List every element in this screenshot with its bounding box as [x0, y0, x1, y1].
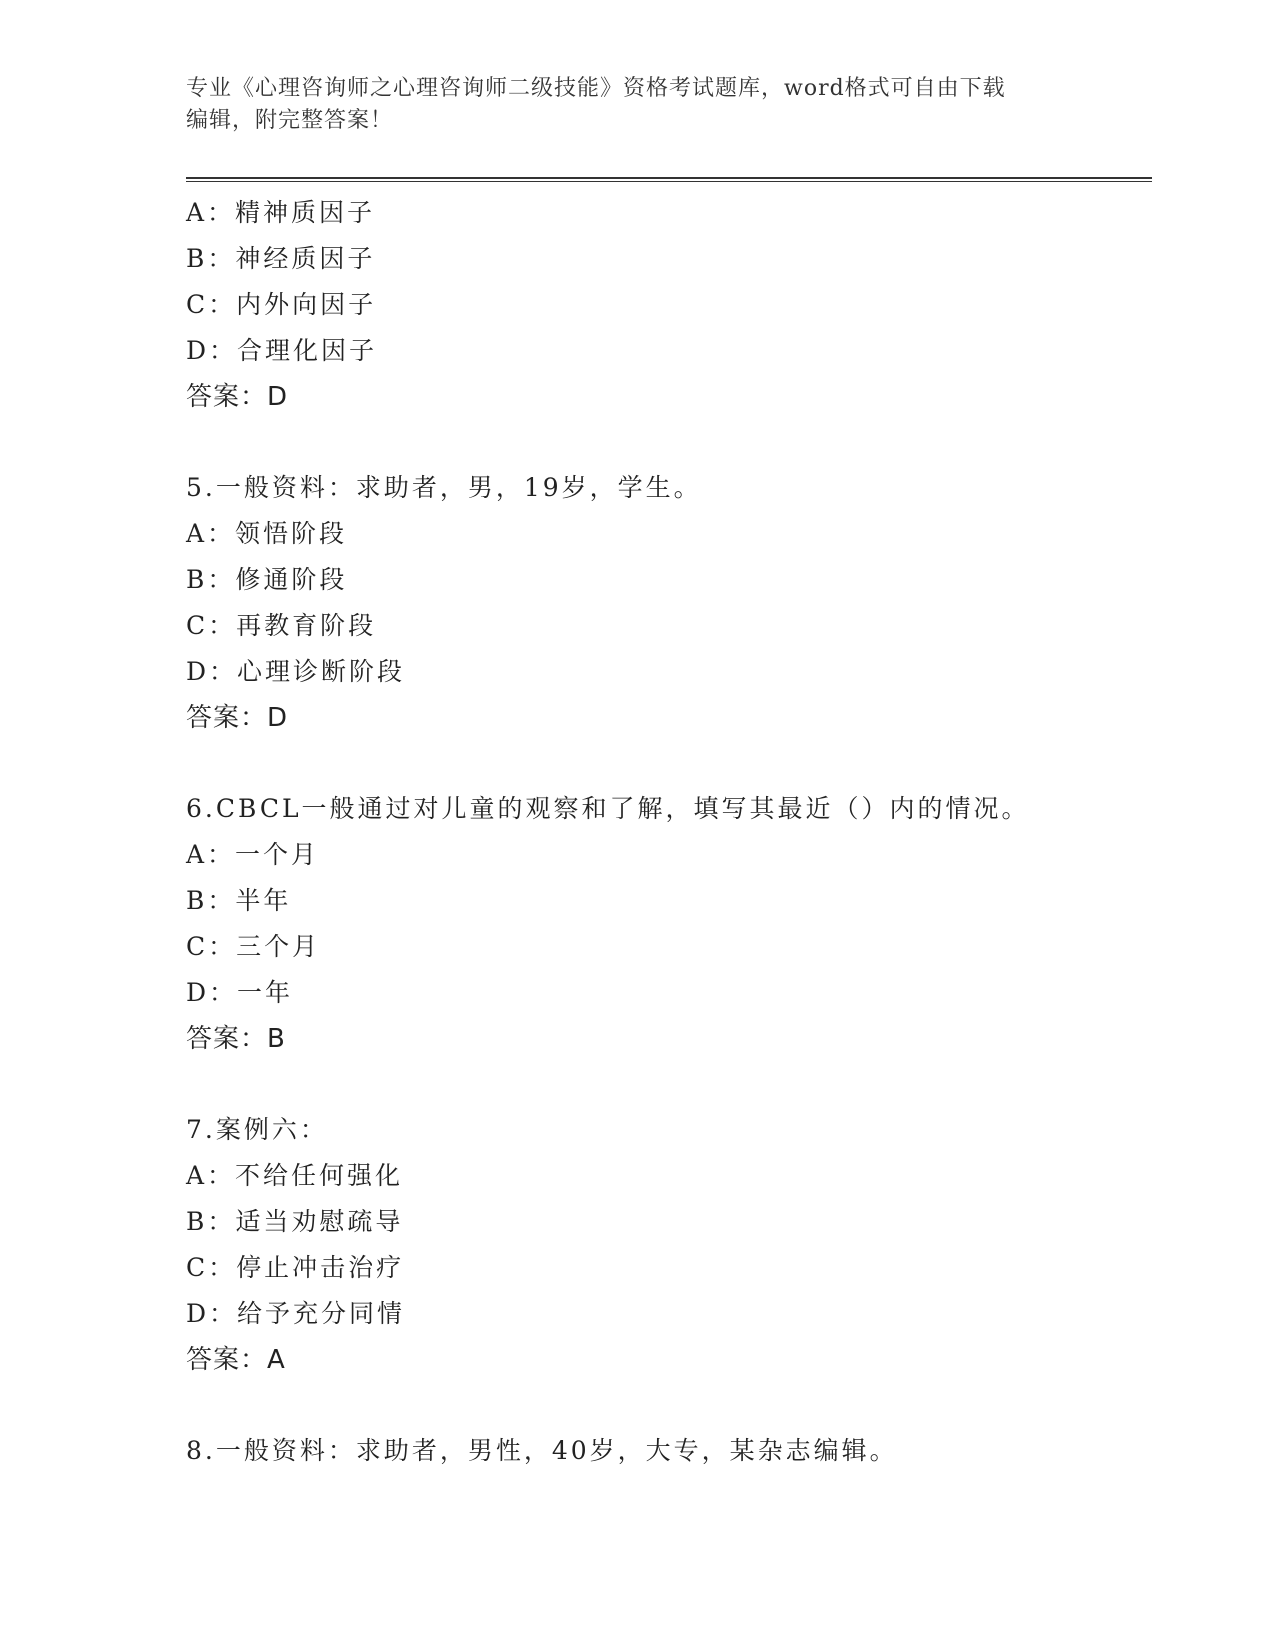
option-a: A：领悟阶段	[186, 519, 348, 548]
answer-line: 答案：D	[186, 703, 289, 733]
option-a: A：不给任何强化	[186, 1161, 404, 1190]
option-b: B：适当劝慰疏导	[186, 1207, 404, 1236]
option-b: B：半年	[186, 886, 292, 915]
option-d: D：合理化因子	[186, 336, 378, 365]
option-a: A：一个月	[186, 840, 320, 869]
question-4	[186, 190, 1152, 420]
option-c: C：再教育阶段	[186, 611, 377, 640]
header-line-1: 专业《心理咨询师之心理咨询师二级技能》资格考试题库，word格式可自由下载	[186, 76, 1006, 101]
document-header	[186, 73, 1086, 137]
option-c: C：三个月	[186, 932, 321, 961]
answer-line: 答案：D	[186, 382, 289, 412]
question-6	[186, 786, 1152, 1062]
answer-line: 答案：B	[186, 1024, 286, 1054]
question-list	[186, 190, 1152, 1474]
question-5	[186, 465, 1152, 741]
question-7	[186, 1107, 1152, 1383]
option-b: B：修通阶段	[186, 565, 348, 594]
option-d: D：一年	[186, 978, 294, 1007]
answer-line: 答案：A	[186, 1345, 286, 1375]
option-c: C：停止冲击治疗	[186, 1253, 405, 1282]
question-text: 6.CBCL一般通过对儿童的观察和了解，填写其最近（）内的情况。	[186, 794, 1030, 823]
question-text: 5.一般资料：求助者，男，19岁，学生。	[186, 473, 702, 502]
option-a: A：精神质因子	[186, 198, 376, 227]
option-d: D：给予充分同情	[186, 1299, 406, 1328]
option-c: C：内外向因子	[186, 290, 377, 319]
question-text: 8.一般资料：求助者，男性，40岁，大专，某杂志编辑。	[186, 1436, 898, 1465]
spacer	[186, 1383, 1152, 1428]
header-line-2: 编辑，附完整答案！	[186, 108, 394, 133]
question-text: 7.案例六：	[186, 1115, 328, 1144]
option-b: B：神经质因子	[186, 244, 376, 273]
question-8	[186, 1428, 1152, 1474]
option-d: D：心理诊断阶段	[186, 657, 406, 686]
spacer	[186, 741, 1152, 786]
spacer	[186, 1062, 1152, 1107]
spacer	[186, 420, 1152, 465]
header-divider	[186, 177, 1152, 182]
